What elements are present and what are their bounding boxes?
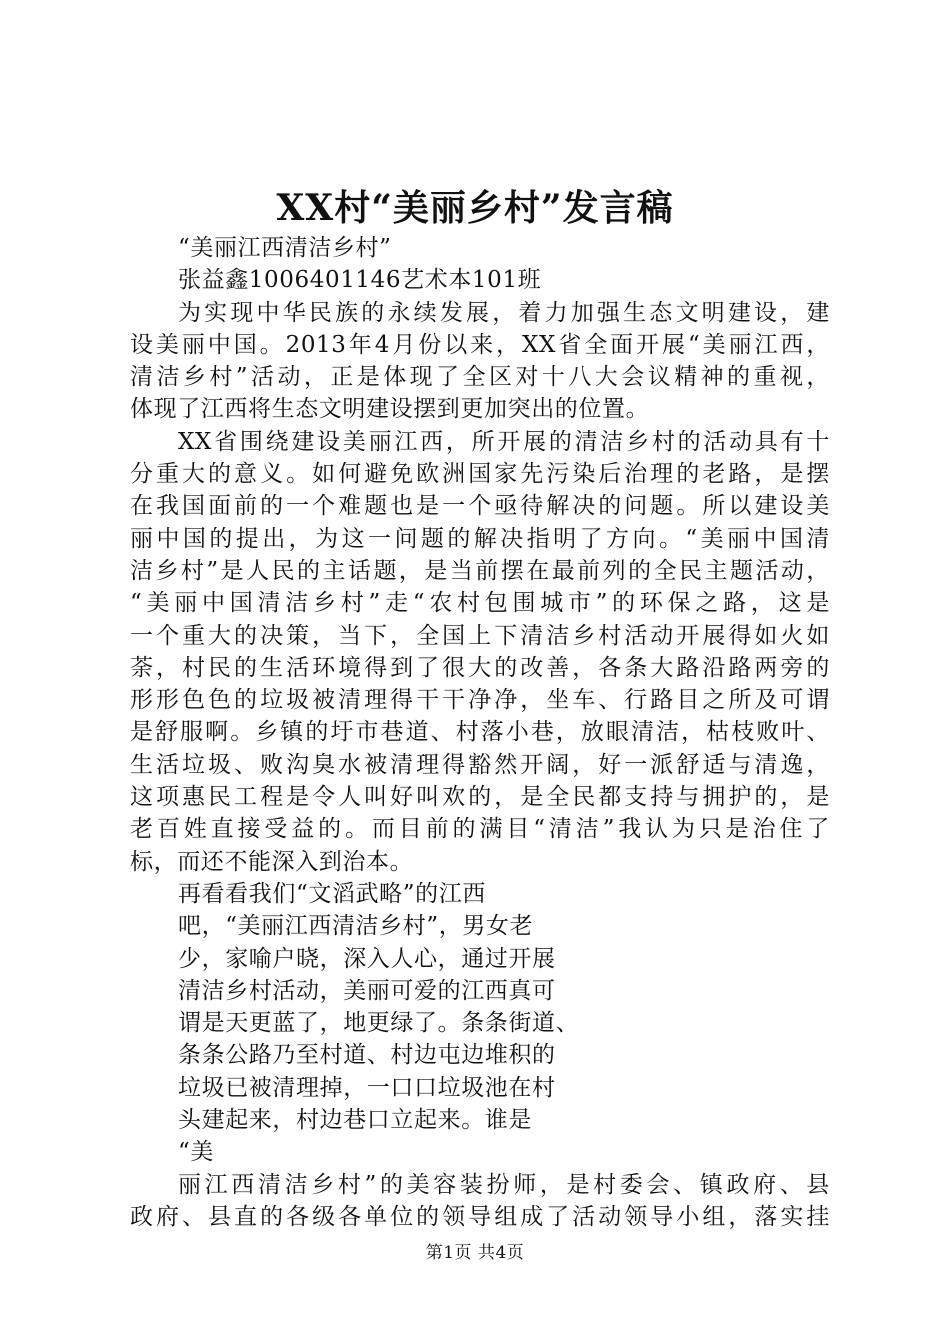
paragraph-line: 清洁乡村”活动，正是体现了全区对十八大会议精神的重视， <box>130 364 830 391</box>
paragraph-line: 垃圾已被清理掉，一口口垃圾池在村 <box>178 1074 556 1101</box>
paragraph-line: 是舒服啊。乡镇的圩市巷道、村落小巷，放眼清洁，枯枝败叶、 <box>130 719 830 746</box>
paragraph-2 <box>130 426 830 878</box>
document-title: XX村“美丽乡村”发言稿 <box>276 187 674 229</box>
author-line: 张益鑫1006401146艺术本101班 <box>178 267 542 294</box>
document-body <box>130 232 830 1233</box>
paragraph-line: 一个重大的决策，当下，全国上下清洁乡村活动开展得如火如 <box>130 622 830 649</box>
paragraph-line: 政府、县直的各级各单位的领导组成了活动领导小组，落实挂 <box>130 1203 830 1230</box>
paragraph-line: 这项惠民工程是令人叫好叫欢的，是全民都支持与拥护的，是 <box>130 784 830 811</box>
paragraph-line: 体现了江西将生态文明建设摆到更加突出的位置。 <box>130 396 650 423</box>
paragraph-line: 丽中国的提出，为这一问题的解决指明了方向。“美丽中国清 <box>130 525 830 552</box>
paragraph-line: XX省围绕建设美丽江西，所开展的清洁乡村的活动具有十 <box>178 428 830 455</box>
paragraph-line: 为实现中华民族的永续发展，着力加强生态文明建设，建 <box>178 299 830 326</box>
paragraph-line: 在我国面前的一个难题也是一个亟待解决的问题。所以建设美 <box>130 493 830 520</box>
paragraph-line: “美 <box>178 1139 214 1166</box>
paragraph-3 <box>130 878 830 1169</box>
paragraph-line: 生活垃圾、败沟臭水被清理得豁然开阔，好一派舒适与清逸， <box>130 751 830 778</box>
paragraph-line: “美丽中国清洁乡村”走“农村包围城市”的环保之路，这是 <box>130 590 830 617</box>
paragraph-line: 条条公路乃至村道、村边屯边堆积的 <box>178 1042 556 1069</box>
paragraph-line: 头建起来，村边巷口立起来。谁是 <box>178 1107 532 1134</box>
paragraph-1 <box>130 297 830 426</box>
subtitle-line: “美丽江西清洁乡村” <box>178 235 392 261</box>
paragraph-line: 吧，“美丽江西清洁乡村”，男女老 <box>178 913 534 940</box>
paragraph-4 <box>130 1169 830 1234</box>
paragraph-line: 荼，村民的生活环境得到了很大的改善，各条大路沿路两旁的 <box>130 654 830 681</box>
paragraph-line: 洁乡村”是人民的主话题，是当前摆在最前列的全民主题活动， <box>130 557 830 584</box>
paragraph-line: 少，家喻户晓，深入人心，通过开展 <box>178 945 556 972</box>
page-footer: 第1页 共4页 <box>425 1243 525 1263</box>
paragraph-line: 谓是天更蓝了，地更绿了。条条街道、 <box>178 1010 580 1037</box>
paragraph-line: 标，而还不能深入到治本。 <box>130 848 414 875</box>
paragraph-line: 老百姓直接受益的。而目前的满目“清洁”我认为只是治住了 <box>130 816 830 843</box>
paragraph-line: 形形色色的垃圾被清理得干干净净，坐车、行路目之所及可谓 <box>130 687 830 714</box>
paragraph-line: 丽江西清洁乡村”的美容装扮师，是村委会、镇政府、县 <box>178 1171 830 1198</box>
paragraph-line: 设美丽中国。2013年4月份以来，XX省全面开展“美丽江西， <box>130 331 830 358</box>
paragraph-line: 清洁乡村活动，美丽可爱的江西真可 <box>178 977 556 1004</box>
paragraph-line: 分重大的意义。如何避免欧洲国家先污染后治理的老路，是摆 <box>130 461 830 488</box>
paragraph-line: 再看看我们“文滔武略”的江西 <box>178 880 486 907</box>
